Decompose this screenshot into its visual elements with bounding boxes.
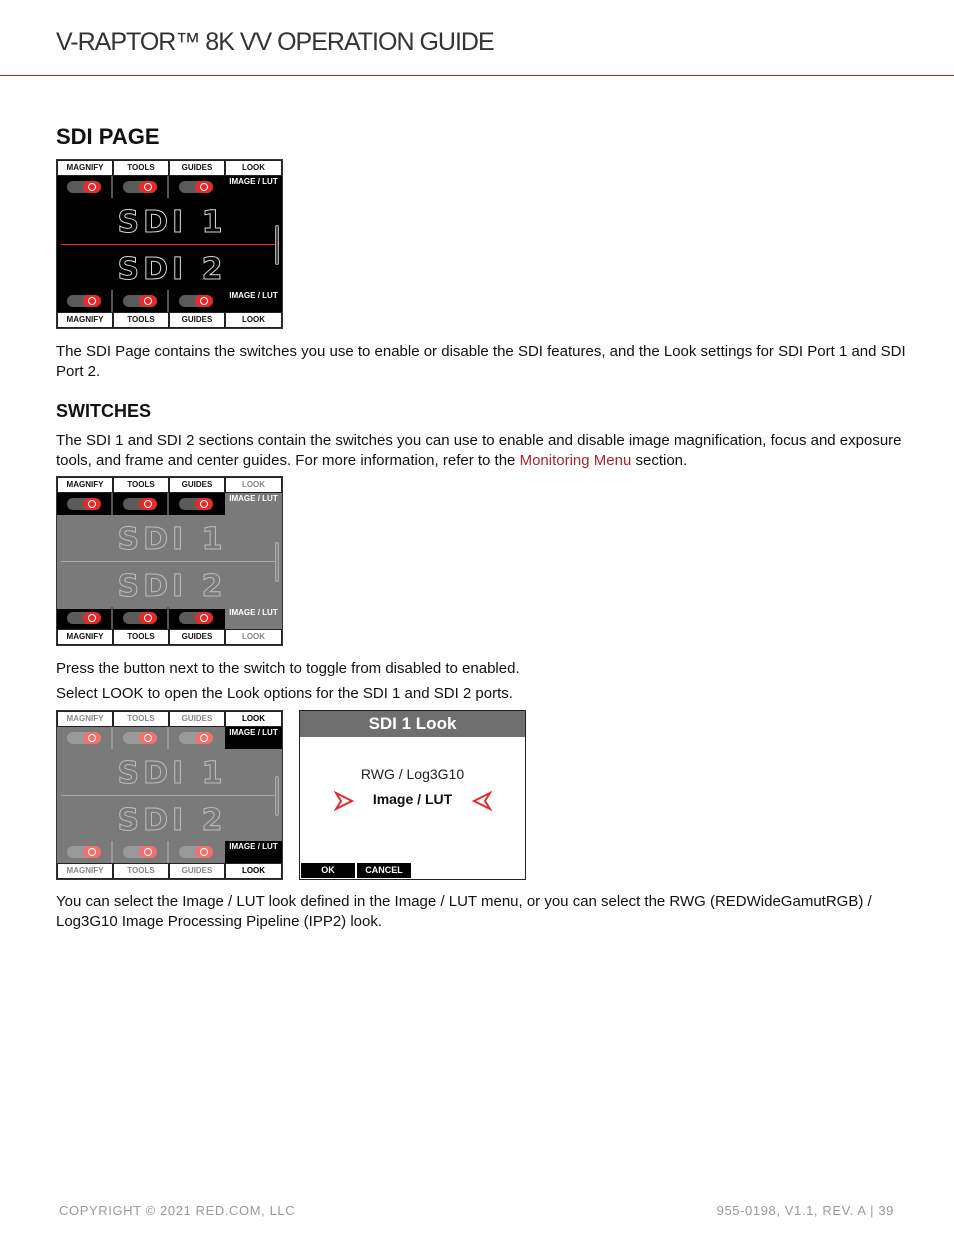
guides-button[interactable]: GUIDES xyxy=(169,477,225,493)
magnify-button[interactable]: MAGNIFY xyxy=(57,477,113,493)
image-lut-option[interactable]: Image / LUT xyxy=(372,791,453,807)
tools-toggle[interactable] xyxy=(123,846,157,858)
sdi-divider xyxy=(61,244,277,245)
sdi2-label: SDI 2 xyxy=(117,803,227,838)
scrollbar[interactable] xyxy=(275,542,279,582)
look-button[interactable]: LOOK xyxy=(225,160,282,176)
image-lut-label: IMAGE / LUT xyxy=(225,290,282,312)
sdi-divider xyxy=(61,795,277,796)
header-divider xyxy=(0,75,954,76)
look-description: Select LOOK to open the Look options for the SDI 1 and SDI 2 ports. xyxy=(56,685,513,702)
sdi2-switch-row xyxy=(57,290,227,312)
tools-button[interactable]: TOOLS xyxy=(113,477,169,493)
sdi1-label: SDI 1 xyxy=(117,756,227,791)
sdi1-switch-row xyxy=(57,176,227,198)
image-lut-label: IMAGE / LUT xyxy=(225,493,282,515)
guides-button[interactable]: GUIDES xyxy=(169,312,225,328)
switches-text: The SDI 1 and SDI 2 sections contain the switches you can use to enable and disable image magnification, focus and exposure tools, and frame and center guides. For more information, refer to the xyxy=(56,432,902,469)
look-button[interactable]: LOOK xyxy=(225,629,282,645)
sdi-page-description: The SDI Page contains the switches you use to enable or disable the SDI features, and the Look settings for SDI Port 1 and SDI Port 2. xyxy=(56,343,906,380)
guides-button[interactable]: GUIDES xyxy=(169,160,225,176)
look-button[interactable]: LOOK xyxy=(225,711,282,727)
guides-toggle[interactable] xyxy=(179,181,213,193)
sdi1-label: SDI 1 xyxy=(117,522,227,557)
magnify-toggle[interactable] xyxy=(67,732,101,744)
magnify-toggle[interactable] xyxy=(67,181,101,193)
guides-toggle[interactable] xyxy=(179,732,213,744)
toggle-description: Press the button next to the switch to toggle from disabled to enabled. xyxy=(56,660,520,677)
sdi2-label: SDI 2 xyxy=(117,252,227,287)
top-button-row xyxy=(57,160,282,176)
switches-heading: SWITCHES xyxy=(56,401,152,421)
guides-button[interactable]: GUIDES xyxy=(169,863,225,879)
tools-button[interactable]: TOOLS xyxy=(113,863,169,879)
sdi2-label: SDI 2 xyxy=(117,569,227,604)
scrollbar[interactable] xyxy=(275,225,279,265)
ok-button[interactable]: OK xyxy=(301,863,355,878)
chevron-left-icon xyxy=(472,791,492,811)
monitoring-menu-link[interactable]: Monitoring Menu xyxy=(519,452,632,469)
top-button-row xyxy=(57,477,282,493)
tools-toggle[interactable] xyxy=(123,732,157,744)
magnify-button[interactable]: MAGNIFY xyxy=(57,160,113,176)
magnify-button[interactable]: MAGNIFY xyxy=(57,863,113,879)
copyright-footer: COPYRIGHT © 2021 RED.COM, LLC xyxy=(59,1203,296,1218)
bottom-button-row xyxy=(57,312,282,328)
document-reference-footer: 955-0198, V1.1, REV. A | 39 xyxy=(716,1203,894,1218)
tools-toggle[interactable] xyxy=(123,295,157,307)
image-lut-label: IMAGE / LUT xyxy=(225,176,282,198)
bottom-button-row xyxy=(57,863,282,879)
sdi1-look-dialog xyxy=(299,710,526,880)
look-button[interactable]: LOOK xyxy=(225,863,282,879)
sdi1-switch-row xyxy=(57,727,227,749)
sdi-page-screenshot xyxy=(56,159,283,329)
magnify-button[interactable]: MAGNIFY xyxy=(57,312,113,328)
sdi1-switch-row xyxy=(57,493,227,515)
document-title: V-RAPTOR™ 8K VV OPERATION GUIDE xyxy=(56,28,494,56)
guides-button[interactable]: GUIDES xyxy=(169,711,225,727)
sdi1-label: SDI 1 xyxy=(117,205,227,240)
magnify-toggle[interactable] xyxy=(67,612,101,624)
guides-button[interactable]: GUIDES xyxy=(169,629,225,645)
magnify-toggle[interactable] xyxy=(67,498,101,510)
image-lut-label: IMAGE / LUT xyxy=(225,841,282,863)
magnify-toggle[interactable] xyxy=(67,846,101,858)
tools-toggle[interactable] xyxy=(123,612,157,624)
look-screenshot xyxy=(56,710,283,880)
tools-button[interactable]: TOOLS xyxy=(113,312,169,328)
image-lut-label: IMAGE / LUT xyxy=(225,607,282,629)
sdi-display-area xyxy=(57,515,282,609)
scrollbar[interactable] xyxy=(275,776,279,816)
magnify-toggle[interactable] xyxy=(67,295,101,307)
look-button[interactable]: LOOK xyxy=(225,312,282,328)
guides-toggle[interactable] xyxy=(179,846,213,858)
rwg-log3g10-option[interactable]: RWG / Log3G10 xyxy=(360,766,465,782)
look-options-description: You can select the Image / LUT look defined in the Image / LUT menu, or you can select the RWG (REDWideGamutRGB) / Log3G10 Image Processing Pipeline (IPP2) look. xyxy=(56,893,872,930)
look-button[interactable]: LOOK xyxy=(225,477,282,493)
guides-toggle[interactable] xyxy=(179,295,213,307)
cancel-button[interactable]: CANCEL xyxy=(357,863,411,878)
bottom-button-row xyxy=(57,629,282,645)
tools-toggle[interactable] xyxy=(123,181,157,193)
guides-toggle[interactable] xyxy=(179,498,213,510)
sdi-display-area xyxy=(57,749,282,843)
sdi-page-heading: SDI PAGE xyxy=(56,124,160,149)
top-button-row xyxy=(57,711,282,727)
sdi2-switch-row xyxy=(57,841,227,863)
magnify-button[interactable]: MAGNIFY xyxy=(57,629,113,645)
magnify-button[interactable]: MAGNIFY xyxy=(57,711,113,727)
image-lut-label: IMAGE / LUT xyxy=(225,727,282,749)
tools-button[interactable]: TOOLS xyxy=(113,629,169,645)
sdi-divider xyxy=(61,561,277,562)
switches-screenshot xyxy=(56,476,283,646)
dialog-title: SDI 1 Look xyxy=(300,711,525,737)
tools-button[interactable]: TOOLS xyxy=(113,711,169,727)
tools-button[interactable]: TOOLS xyxy=(113,160,169,176)
switches-description xyxy=(56,431,906,471)
guides-toggle[interactable] xyxy=(179,612,213,624)
sdi2-switch-row xyxy=(57,607,227,629)
tools-toggle[interactable] xyxy=(123,498,157,510)
switches-text-end: section. xyxy=(631,452,688,469)
sdi-display-area xyxy=(57,198,282,292)
